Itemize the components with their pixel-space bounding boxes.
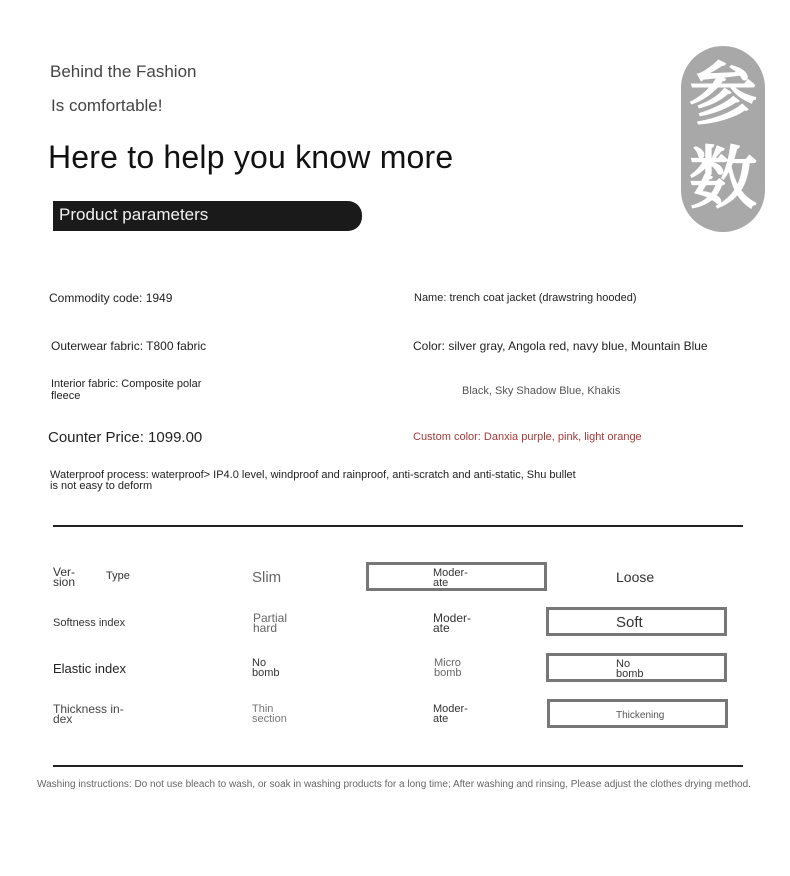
option-partial-hard-line1: Partial xyxy=(253,611,288,625)
option-micro-bomb[interactable] xyxy=(434,658,462,678)
option-thickness-moderate-line2: ate xyxy=(433,713,449,725)
spec-name: Name: trench coat jacket (drawstring hooded) xyxy=(414,292,637,304)
option-soft-selected[interactable] xyxy=(546,607,727,636)
option-elastic-no-bomb-label xyxy=(616,659,644,679)
divider-top xyxy=(53,525,743,527)
spec-waterproof xyxy=(50,470,576,492)
attr-version-label xyxy=(53,567,75,587)
badge-char-1: 参 xyxy=(688,56,757,135)
option-softness-moderate[interactable] xyxy=(433,613,471,633)
option-thickening-label: Thickening xyxy=(616,710,665,721)
washing-instructions: Washing instructions: Do not use bleach to wash, or soak in washing products for a long time; After washing and rinsing, Please adjust the clothes drying method. xyxy=(37,779,751,790)
option-micro-bomb-line1: Micro xyxy=(434,657,461,669)
option-thickening-selected[interactable] xyxy=(547,699,728,728)
spec-interior-fabric-line2: fleece xyxy=(51,390,81,402)
option-thin-section-line2: section xyxy=(252,713,287,725)
attr-elastic-label: Elastic index xyxy=(53,661,126,676)
tagline-comfortable: Is comfortable! xyxy=(51,96,163,115)
attr-version-label-line1: Ver- xyxy=(53,565,76,579)
attr-thickness-label-line2: dex xyxy=(53,712,73,726)
attr-softness-label: Softness index xyxy=(53,617,126,629)
option-soft-label: Soft xyxy=(616,614,643,631)
option-version-moderate-line1: Moder- xyxy=(433,567,468,579)
spec-waterproof-line1: Waterproof process: waterproof> IP4.0 level, windproof and rainproof, anti-scratch and anti-static, Shu bullet xyxy=(50,469,576,481)
option-version-moderate-selected[interactable] xyxy=(366,562,547,591)
spec-custom-color: Custom color: Danxia purple, pink, light orange xyxy=(413,431,642,443)
page-headline: Here to help you know more xyxy=(48,139,454,175)
spec-color-1: Color: silver gray, Angola red, navy blue, Mountain Blue xyxy=(413,339,708,353)
option-softness-moderate-line2: ate xyxy=(433,621,450,635)
option-partial-hard-line2: hard xyxy=(253,621,278,635)
option-thin-section-line1: Thin xyxy=(252,703,274,715)
option-elastic-no-bomb-line1: No xyxy=(616,658,631,670)
option-elastic-no-bomb-selected[interactable] xyxy=(546,653,727,682)
spec-commodity-code: Commodity code: 1949 xyxy=(49,291,173,305)
parameters-badge xyxy=(681,46,765,232)
spec-interior-fabric xyxy=(51,378,201,402)
spec-counter-price: Counter Price: 1099.00 xyxy=(48,429,203,446)
spec-color-2: Black, Sky Shadow Blue, Khakis xyxy=(462,385,621,397)
option-slim[interactable]: Slim xyxy=(252,569,282,586)
spec-interior-fabric-line1: Interior fabric: Composite polar xyxy=(51,378,202,390)
option-thickness-moderate[interactable] xyxy=(433,704,468,724)
option-no-bomb[interactable] xyxy=(252,658,280,678)
option-elastic-no-bomb-line2: bomb xyxy=(616,668,644,680)
attr-version-type-label: Type xyxy=(106,570,130,582)
option-thickness-moderate-line1: Moder- xyxy=(433,703,468,715)
option-version-moderate-line2: ate xyxy=(433,577,449,589)
badge-char-2: 数 xyxy=(688,140,757,219)
option-version-moderate-label xyxy=(433,568,468,588)
option-thin-section[interactable] xyxy=(252,704,287,724)
attr-version-label-line2: sion xyxy=(53,575,76,589)
option-no-bomb-line2: bomb xyxy=(252,667,280,679)
option-softness-moderate-line1: Moder- xyxy=(433,611,472,625)
tagline-fashion: Behind the Fashion xyxy=(50,62,197,81)
option-no-bomb-line1: No xyxy=(252,657,267,669)
spec-outerwear-fabric: Outerwear fabric: T800 fabric xyxy=(51,339,207,353)
spec-waterproof-line2: is not easy to deform xyxy=(50,480,153,492)
attr-thickness-label-line1: Thickness in- xyxy=(53,702,124,716)
option-partial-hard[interactable] xyxy=(253,613,287,633)
section-label-product-parameters: Product parameters xyxy=(53,201,362,231)
option-micro-bomb-line2: bomb xyxy=(434,667,462,679)
attr-thickness-label xyxy=(53,704,124,724)
option-loose[interactable]: Loose xyxy=(616,569,655,585)
divider-bottom xyxy=(53,765,743,767)
